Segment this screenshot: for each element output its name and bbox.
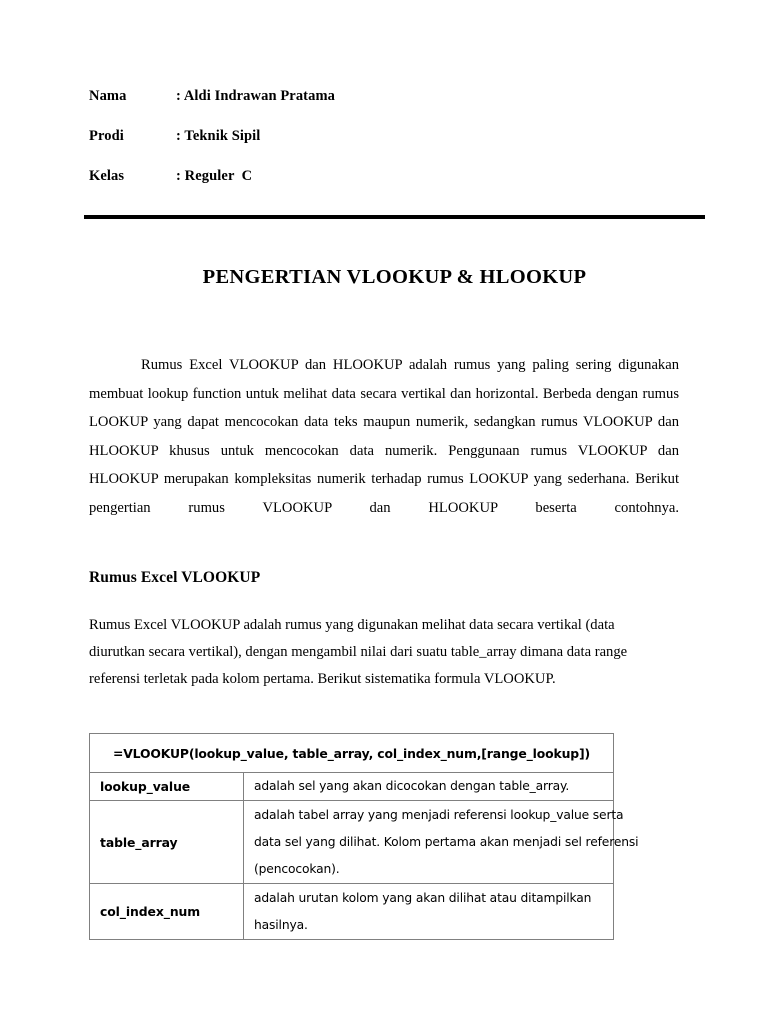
page-title: PENGERTIAN VLOOKUP & HLOOKUP [202, 266, 587, 288]
description-line: adalah sel yang akan dicocokan dengan table_array. [254, 779, 570, 793]
vlookup-paragraph: Rumus Excel VLOOKUP adalah rumus yang digunakan melihat data secara vertikal (data diurutkan secara vertikal), dengan mengambil nilai dari suatu table_array dimana data range referensi terletak pada kolom pertama. Berikut sistematika formula VLOOKUP. [89, 617, 628, 687]
identity-row-kelas [89, 168, 649, 208]
syntax-formula-header: =VLOOKUP(lookup_value, table_array, col_index_num,[range_lookup]) [90, 734, 614, 773]
description-line: adalah tabel array yang menjadi referensi lookup_value serta [254, 807, 624, 822]
identity-row-nama [89, 88, 649, 128]
table-row [90, 801, 614, 884]
identity-label-prodi: Prodi [89, 128, 124, 144]
identity-row-prodi [89, 128, 649, 168]
identity-label-nama: Nama [89, 88, 127, 104]
term-table-array: table_array [90, 801, 244, 884]
table-row [90, 884, 614, 940]
description-line: adalah urutan kolom yang akan dilihat atau ditampilkan [254, 890, 592, 905]
term-col-index-num: col_index_num [90, 884, 244, 940]
identity-label-kelas: Kelas [89, 168, 125, 184]
identity-value-prodi: : Teknik Sipil [176, 128, 261, 144]
header-divider-rule [84, 215, 705, 219]
term-lookup-value: lookup_value [90, 773, 244, 801]
description-table-array [244, 801, 639, 884]
description-col-index-num [244, 884, 614, 940]
intro-paragraph: Rumus Excel VLOOKUP dan HLOOKUP adalah rumus yang paling sering digunakan membuat lookup function untuk melihat data secara vertikal dan horizontal. Berbeda dengan rumus LOOKUP yang dapat mencocokan data teks maupun numerik, sedangkan rumus VLOOKUP dan HLOOKUP khusus untuk mencocokan data numerik. Penggunaan rumus VLOOKUP dan HLOOKUP merupakan kompleksitas numerik terhadap rumus LOOKUP yang sederhana. Berikut pengertian rumus VLOOKUP dan HLOOKUP beserta contohnya. [89, 357, 679, 516]
description-line: (pencocokan). [254, 861, 340, 876]
description-line: hasilnya. [254, 917, 308, 932]
identity-block [89, 88, 649, 208]
description-lookup-value [244, 773, 614, 801]
section-heading-vlookup: Rumus Excel VLOOKUP [89, 569, 261, 586]
identity-value-nama: : Aldi Indrawan Pratama [176, 88, 335, 104]
identity-value-kelas: : Reguler C [176, 168, 253, 184]
table-row [90, 773, 614, 801]
table-row-header [90, 734, 614, 773]
description-line: data sel yang dilihat. Kolom pertama akan menjadi sel referensi [254, 834, 639, 849]
vlookup-syntax-table [89, 733, 639, 940]
